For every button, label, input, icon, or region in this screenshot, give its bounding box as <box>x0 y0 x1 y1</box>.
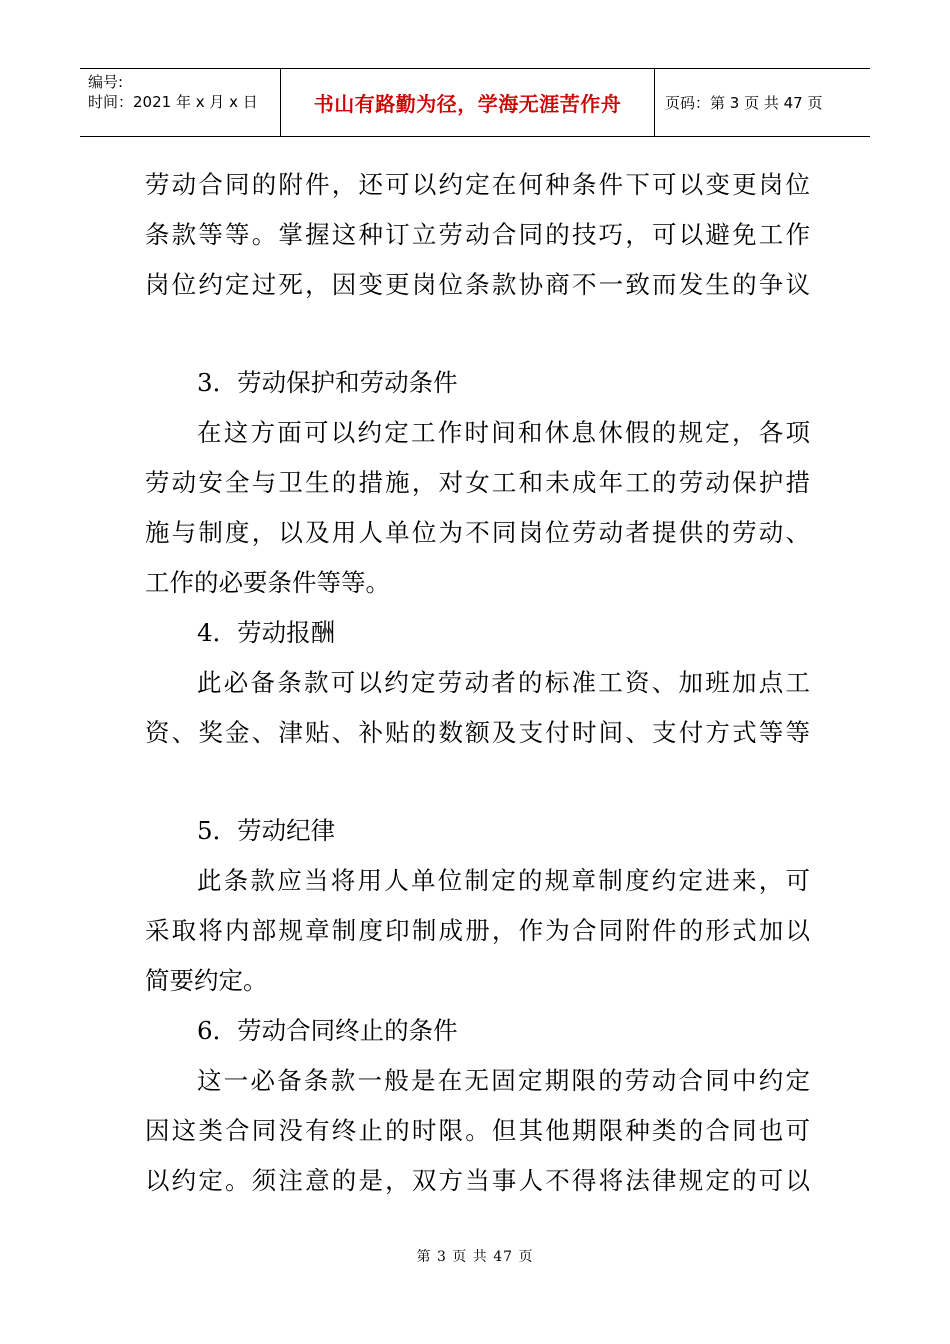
document-number-label: 编号: <box>88 73 124 91</box>
body-line: 劳动安全与卫生的措施，对女工和未成年工的劳动保护措 <box>145 468 810 497</box>
body-line: 此必备条款可以约定劳动者的标准工资、加班加点工 <box>197 668 810 697</box>
body-line: 工作的必要条件等等。 <box>145 568 390 597</box>
body-line: 这一必备条款一般是在无固定期限的劳动合同中约定 <box>197 1066 810 1095</box>
body-line: 在这方面可以约定工作时间和休息休假的规定，各项 <box>197 418 810 447</box>
body-line: 施与制度，以及用人单位为不同岗位劳动者提供的劳动、 <box>145 518 810 547</box>
header-motto: 书山有路勤为径，学海无涯苦作舟 <box>281 69 655 136</box>
body-line: 资、奖金、津贴、补贴的数额及支付时间、支付方式等等 <box>145 718 810 747</box>
body-line: 条款等等。掌握这种订立劳动合同的技巧，可以避免工作 <box>145 220 810 249</box>
body-line: 劳动合同的附件，还可以约定在何种条件下可以变更岗位 <box>145 170 810 199</box>
body-line: 此条款应当将用人单位制定的规章制度约定进来，可 <box>197 866 810 895</box>
page-header <box>80 68 870 137</box>
document-body <box>145 160 810 1206</box>
section-heading: 4．劳动报酬 <box>197 618 336 647</box>
body-line: 岗位约定过死，因变更岗位条款协商不一致而发生的争议 <box>145 270 810 299</box>
body-line: 采取将内部规章制度印制成册，作为合同附件的形式加以 <box>145 916 810 945</box>
section-heading: 3．劳动保护和劳动条件 <box>197 368 458 397</box>
page-footer: 第 3 页 共 47 页 <box>416 1249 534 1265</box>
section-heading: 5．劳动纪律 <box>197 816 336 845</box>
body-line: 因这类合同没有终止的时限。但其他期限种类的合同也可 <box>145 1116 810 1145</box>
section-heading: 6．劳动合同终止的条件 <box>197 1016 458 1045</box>
document-date: 时间：2021 年 x 月 x 日 <box>88 93 258 111</box>
body-line: 以约定。须注意的是，双方当事人不得将法律规定的可以 <box>145 1166 810 1195</box>
body-line: 简要约定。 <box>145 966 268 995</box>
header-meta <box>80 69 281 136</box>
header-page-info: 页码：第 3 页 共 47 页 <box>665 94 823 112</box>
